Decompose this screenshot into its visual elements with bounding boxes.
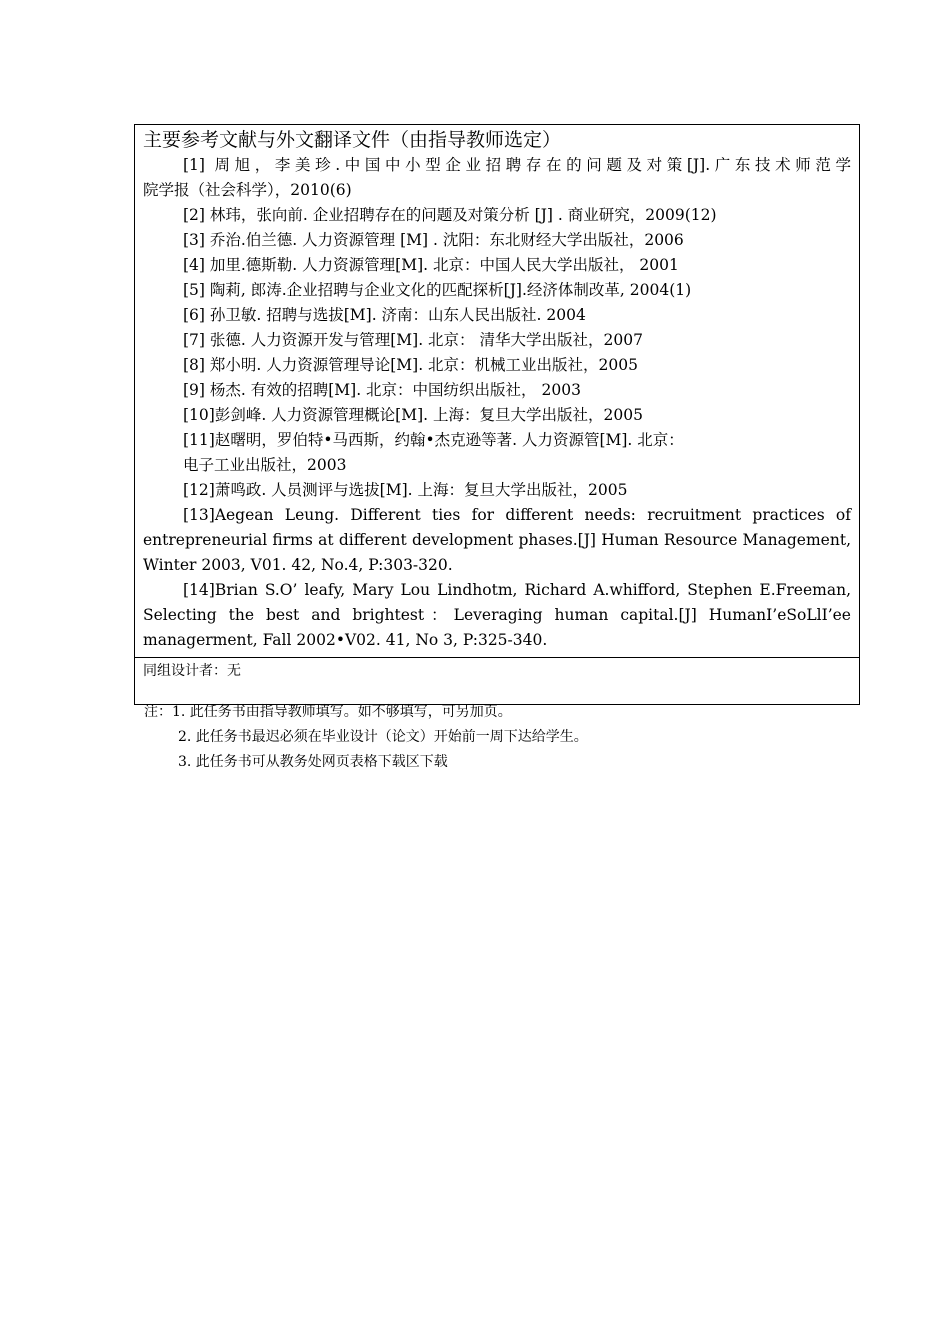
note-line-3: 3. 此任务书可从教务处网页表格下载区下载 <box>178 754 448 770</box>
reference-item-11: [11]赵曙明，罗伯特•马西斯，约翰•杰克逊等著. 人力资源管[M]. 北京： <box>183 431 684 449</box>
reference-item-4: [4] 加里.德斯勒. 人力资源管理[M]. 北京：中国人民大学出版社， 2001 <box>183 256 679 274</box>
reference-item-2: [2] 林玮，张向前. 企业招聘存在的问题及对策分析 [J] . 商业研究，2009(12) <box>183 206 717 224</box>
reference-item-13: [13]Aegean Leung. Different ties for different needs: recruitment practices of entrepreneurial firms at different development phases.[J] Human Resource Management, Winter 2003, V01. 42, No.4, P:303-320. <box>143 506 851 574</box>
reference-item-5: [5] 陶莉, 郎涛.企业招聘与企业文化的匹配探析[J].经济体制改革, 2004(1) <box>183 281 692 299</box>
reference-item-8: [8] 郑小明. 人力资源管理导论[M]. 北京：机械工业出版社，2005 <box>183 356 639 374</box>
note-line-2: 2. 此任务书最迟必须在毕业设计（论文）开始前一周下达给学生。 <box>178 729 588 745</box>
reference-item-1: [1] 周旭，李美珍.中国中小型企业招聘存在的问题及对策[J].广东技术师范学 <box>183 156 851 174</box>
reference-item-14: [14]Brian S.O’ leafy, Mary Lou Lindhotm, Richard A.whifford, Stephen E.Freeman, Selecting the best and brightest：Leveraging human capital.[J] HumanI’eSoLlI’ee managerment, Fall 2002•V02. 41, No 3, P:325-340. <box>143 581 851 649</box>
reference-item-7: [7] 张德. 人力资源开发与管理[M]. 北京： 清华大学出版社，2007 <box>183 331 643 349</box>
reference-item-12: [12]萧鸣政. 人员测评与选拔[M]. 上海：复旦大学出版社，2005 <box>183 481 628 499</box>
reference-item-3: [3] 乔治.伯兰德. 人力资源管理 [M] . 沈阳：东北财经大学出版社，2006 <box>183 231 684 249</box>
reference-table <box>134 124 860 705</box>
notes-section <box>144 700 860 775</box>
references-cell <box>135 125 859 658</box>
reference-item-9: [9] 杨杰. 有效的招聘[M]. 北京：中国纺织出版社， 2003 <box>183 381 581 399</box>
reference-item-6: [6] 孙卫敏. 招聘与选拔[M]. 济南：山东人民出版社. 2004 <box>183 306 586 324</box>
note-line-1: 注：1. 此任务书由指导教师填写。如不够填写，可另加页。 <box>144 704 512 720</box>
section-title: 主要参考文献与外文翻译文件（由指导教师选定） <box>143 129 562 151</box>
reference-item-1-continued: 院学报（社会科学），2010(6) <box>143 181 352 199</box>
group-designer-cell <box>135 658 859 704</box>
reference-item-11-continued: 电子工业出版社，2003 <box>183 456 347 474</box>
group-designer-text: 同组设计者：无 <box>143 663 241 679</box>
reference-item-10: [10]彭剑峰. 人力资源管理概论[M]. 上海：复旦大学出版社，2005 <box>183 406 643 424</box>
